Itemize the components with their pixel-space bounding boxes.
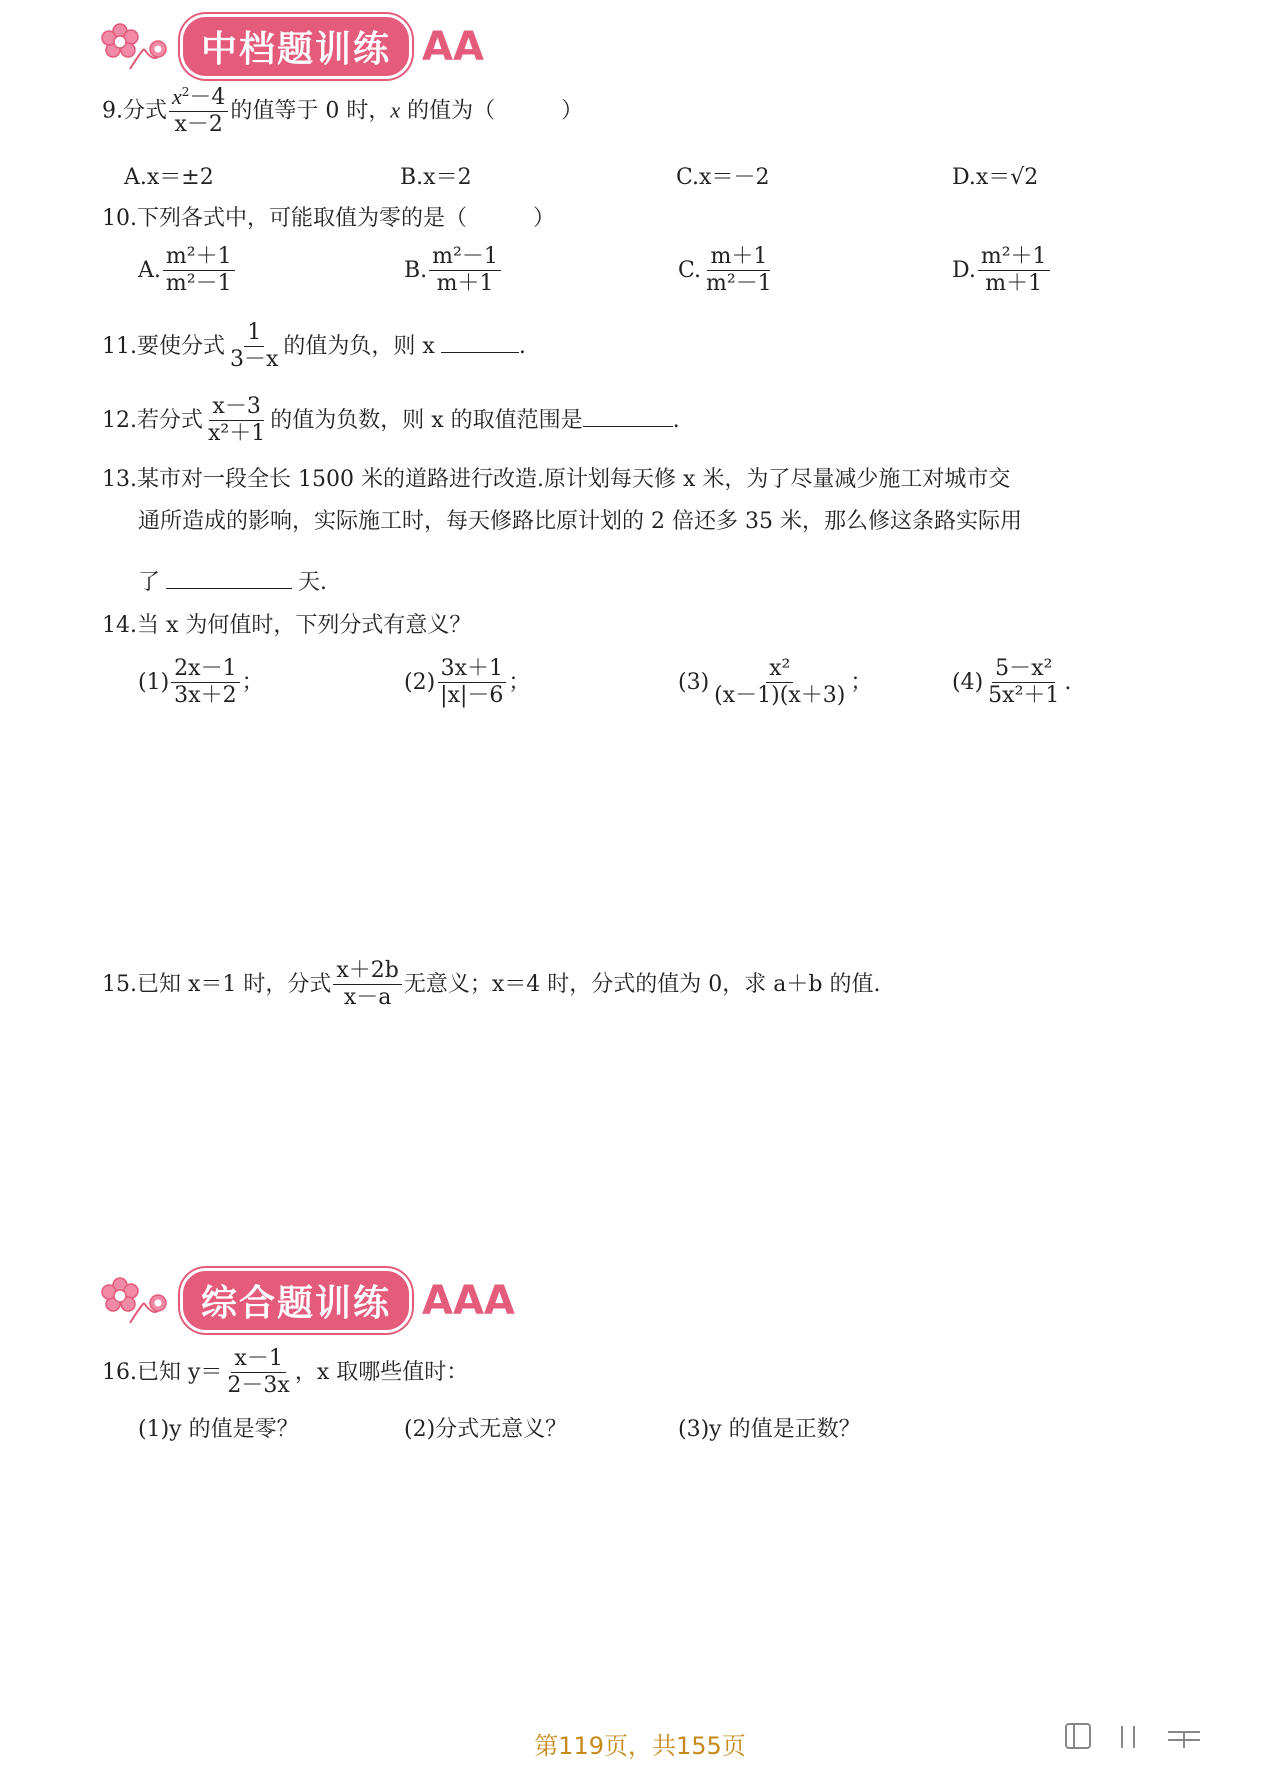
part-2: (2)分式无意义？: [404, 1417, 568, 1442]
question-9-prefix: 9.分式: [102, 98, 167, 124]
fraction: $\frac{1}{3-x}$: [230, 320, 279, 373]
fraction: $\frac{\text{m²－1}}{m+1}$: [429, 244, 501, 298]
question-13-line-2: 通所造成的影响，实际施工时，每天修路比原计划的 2 倍还多 35 米，那么修这条路实际用: [138, 509, 1022, 534]
question-13-line-1: 13.某市对一段全长 1500 米的道路进行改造.原计划每天修 x 米，为了尽量减少施工对城市交: [102, 467, 1011, 492]
fraction: $\frac{3x+1}{|x|-6}$: [437, 656, 506, 710]
option-d[interactable]: D. $\frac{\text{m²＋1}}{m+1}$: [952, 244, 1052, 298]
answer-blank[interactable]: [441, 330, 519, 353]
fraction: $\frac{m+1}{\text{m²－1}}$: [706, 244, 772, 297]
part-3: (3) $\frac{\text{x²}}{(x-1)(x+3)}$ ；: [678, 656, 873, 709]
part-3: (3)y 的值是正数？: [678, 1417, 861, 1442]
fraction: $\frac{\text{m²＋1}}{\text{m²－1}}$: [163, 244, 235, 298]
fraction: $\frac{\text{m²＋1}}{m+1}$: [978, 244, 1050, 298]
section-header-mid: [100, 14, 484, 79]
section-title: 综合题训练: [180, 1268, 412, 1333]
fraction: $\frac{x-1}{2-3x}$: [227, 1346, 290, 1399]
option-c[interactable]: C. $\frac{m+1}{\text{m²－1}}$: [678, 244, 777, 298]
fraction: $\frac{x-3}{\text{x²＋1}}$: [208, 394, 266, 447]
answer-blank[interactable]: [583, 404, 673, 427]
part-1: (1) $\frac{2x-1}{3x+2}$ ；: [138, 656, 264, 709]
question-10-options: [138, 244, 1138, 304]
question-15: 15.已知 x＝1 时，分式 $\frac{x+2b}{x-a}$ 无意义；x＝4 时，分式的值为 0，求 a＋b 的值.: [102, 958, 881, 1011]
flower-icon: [100, 1273, 180, 1329]
question-12: 12.若分式 $\frac{x-3}{\text{x²＋1}}$ 的值为负数，则 x 的取值范围是 .: [102, 394, 680, 447]
section-header-comp: [100, 1268, 515, 1333]
menu-icon[interactable]: [1164, 1722, 1204, 1752]
page-indicator: 第119页，共155页: [534, 1732, 746, 1760]
option-d[interactable]: D.x＝√2: [952, 165, 1039, 190]
question-16-parts: [138, 1416, 1138, 1446]
question-16: 16.已知 y＝ $\frac{x-1}{2-3x}$ ，x 取哪些值时：: [102, 1346, 469, 1399]
question-9: 9.分式 $\frac{x^2-4}{x-2}$ 的值等于 0 时，x 的值为（ ）: [102, 84, 584, 138]
question-13-line-3: 了 天.: [138, 558, 327, 597]
part-1: (1)y 的值是零？: [138, 1417, 299, 1442]
question-14-stem: 14.当 x 为何值时，下列分式有意义？: [102, 613, 472, 638]
section-level: AAA: [422, 1277, 515, 1324]
flower-icon: [100, 19, 180, 75]
toolbar: [1060, 1722, 1204, 1752]
section-title: 中档题训练: [180, 14, 412, 79]
option-b[interactable]: B.x＝2: [400, 165, 472, 190]
fraction: $\frac{\text{x²}}{(x-1)(x+3)}$: [714, 656, 846, 709]
question-14-parts: [138, 656, 1138, 716]
option-b[interactable]: B. $\frac{\text{m²－1}}{m+1}$: [404, 244, 503, 298]
fraction: $\frac{x+2b}{x-a}$: [333, 958, 402, 1012]
answer-blank[interactable]: [166, 558, 292, 589]
part-2: (2) $\frac{3x+1}{|x|-6}$ ；: [404, 656, 531, 709]
part-4: (4) $\frac{\text{5－x²}}{\text{5x²＋1}}$ .: [952, 656, 1072, 709]
question-10-stem: 10.下列各式中，可能取值为零的是（ ）: [102, 206, 555, 231]
fraction: $\frac{x^2-4}{x-2}$: [169, 84, 228, 139]
question-11: 11.要使分式 $\frac{1}{3-x}$ 的值为负，则 x .: [102, 320, 526, 373]
columns-icon[interactable]: [1112, 1722, 1152, 1752]
fraction: $\frac{2x-1}{3x+2}$: [171, 656, 239, 710]
question-9-options: [124, 164, 1124, 194]
option-c[interactable]: C.x＝－2: [676, 165, 770, 190]
option-a[interactable]: A. $\frac{\text{m²＋1}}{\text{m²－1}}$: [138, 244, 237, 298]
document-icon[interactable]: [1060, 1722, 1100, 1752]
section-level: AA: [422, 23, 484, 70]
option-a[interactable]: A.x＝±2: [124, 165, 214, 190]
fraction: $\frac{\text{5－x²}}{\text{5x²＋1}}$: [988, 656, 1060, 709]
